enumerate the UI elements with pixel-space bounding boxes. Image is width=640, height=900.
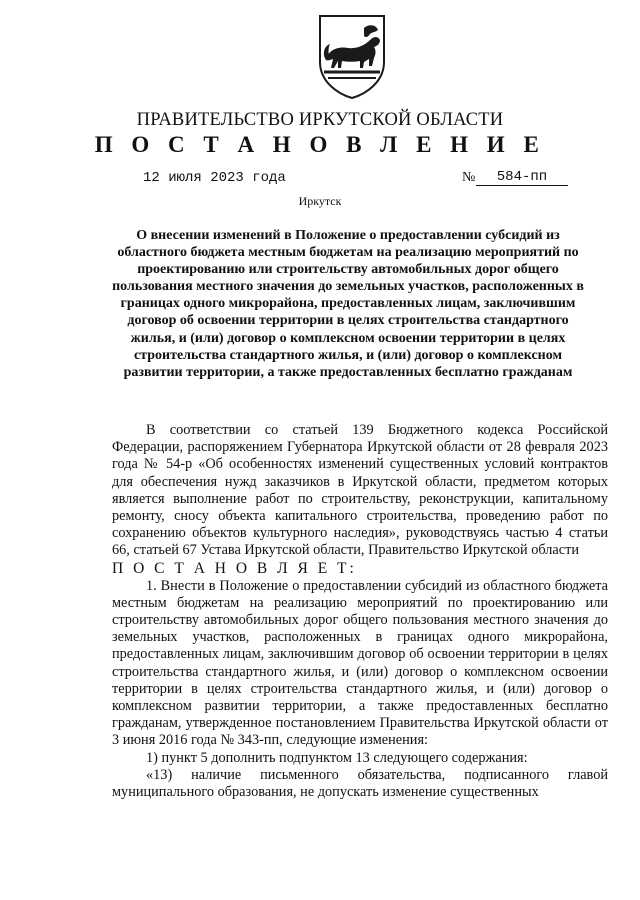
document-type: П О С Т А Н О В Л Е Н И Е xyxy=(94,132,546,157)
subclause-13-paragraph: «13) наличие письменного обязательства, подписанного главой муниципального образования, не допускать изменение существенных xyxy=(112,766,608,801)
document-date: 12 июля 2023 года xyxy=(143,170,286,186)
coat-of-arms-icon xyxy=(314,10,390,100)
subclause-1-paragraph: 1) пункт 5 дополнить подпунктом 13 следующего содержания: xyxy=(146,749,528,766)
number-sign: № xyxy=(462,170,476,185)
government-name: ПРАВИТЕЛЬСТВО ИРКУТСКОЙ ОБЛАСТИ xyxy=(136,110,504,130)
document-title: О внесении изменений в Положение о предоставлении субсидий из областного бюджета местным бюджетам на реализацию мероприятий по проектированию или строительству автомобильных дорог общего пользования местного значения до земельных участков, расположенных в границах одного микрорайона, предоставленных лицам, заключившим договор об освоении территории в целях строительства стандартного жилья, и (или) договор о комплексном освоении территории в целях строительства стандартного жилья, и (или) договор о комплексном развитии территории, а также предоставленных бесплатно гражданам xyxy=(112,228,584,380)
document-body xyxy=(112,422,608,801)
preamble-paragraph: В соответствии со статьей 139 Бюджетного кодекса Российской Федерации, распоряжением Губернатора Иркутской области от 28 февраля 2023 года № 54-р «Об особенностях изменений существенных условий контрактов для обеспечения нужд заказчиков в Иркутской области, предметом которых является выполнение работ по строительству, реконструкции, капитальному ремонту, сносу объекта капитального строительства, проведению работ по сохранению объектов культурного наследия», руководствуясь частью 4 статьи 66, статьей 67 Устава Иркутской области, Правительство Иркутской области xyxy=(112,422,608,559)
resolves-heading: П О С Т А Н О В Л Я Е Т: xyxy=(112,559,357,577)
clause-1-paragraph: 1. Внести в Положение о предоставлении субсидий из областного бюджета местным бюджетам на реализацию мероприятий по проектированию или строительству автомобильных дорог общего пользования местного значения до земельных участков, расположенных в границах одного микрорайона, предоставленных лицам, заключившим договор об освоении территории в целях строительства стандартного жилья, и (или) договор о комплексном освоении территории в целях строительства стандартного жилья, и (или) договор о комплексном развитии территории, а также предоставленных бесплатно гражданам, утвержденное постановлением Правительства Иркутской области от 3 июня 2016 года № 343-пп, следующие изменения: xyxy=(112,577,608,749)
document-city: Иркутск xyxy=(298,194,342,208)
document-number: 584-пп xyxy=(476,170,568,186)
